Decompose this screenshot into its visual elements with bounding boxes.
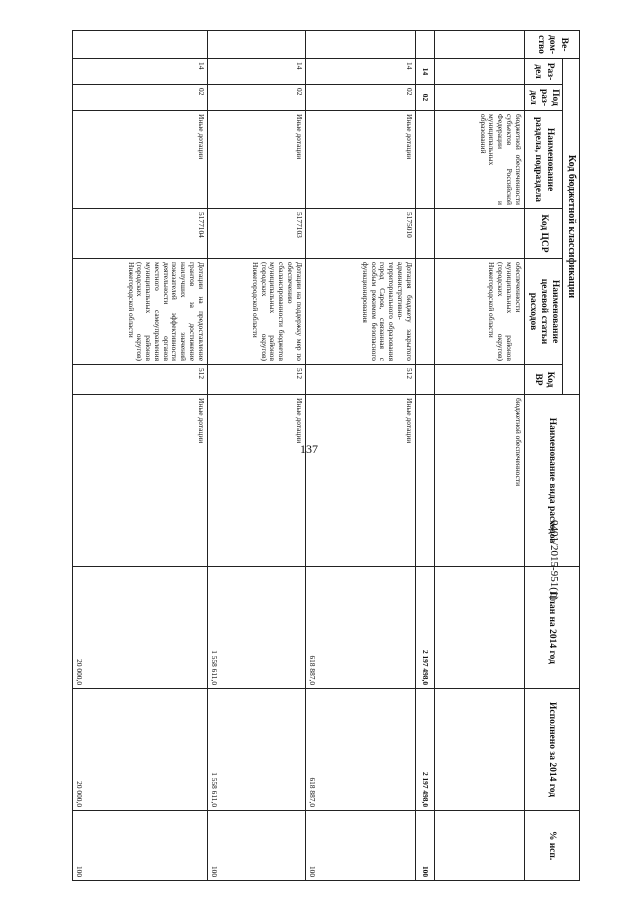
cell-podrazdel: 02 [207,85,305,111]
table-row [207,31,305,881]
table-header [524,31,579,881]
cell-kod-csr: 5177103 [207,209,305,259]
table-row [305,31,415,881]
header-kod-csr: Код ЦСР [524,209,563,259]
cell-ispolneno: 1 558 611,0 [207,689,305,811]
cell-percent: 100 [207,811,305,881]
cell-name-razdel: бюджетной обеспеченности субъектов Российской Федерации и муниципальных образований [434,111,524,209]
cell-percent: 100 [305,811,415,881]
header-razdel: Раз-дел [524,59,563,85]
cell-kod-csr: 5175010 [305,209,415,259]
cell-percent: 100 [415,811,434,881]
cell-vedomstvo [72,31,207,59]
cell-kod-csr [415,209,434,259]
cell-plan: 1 558 611,0 [207,567,305,689]
cell-name-razdel: Иные дотации [207,111,305,209]
cell-ispolneno: 618 887,0 [305,689,415,811]
cell-name-vr [415,395,434,567]
cell-kod-vr: 512 [72,365,207,395]
cell-percent: 100 [72,811,207,881]
header-name-razdel: Наименование раздела, подраздела [524,111,563,209]
budget-table-container [20,30,580,880]
budget-classification-table [72,30,580,881]
table-row [72,31,207,881]
header-vedomstvo: Ве-дом-ство [524,31,579,59]
cell-razdel: 14 [415,59,434,85]
cell-percent [434,811,524,881]
cell-name-razdel [415,111,434,209]
header-plan: План на 2014 год [524,567,579,689]
cell-name-csr: обеспеченности муниципальных районов (городских округов) Нижегородской области [434,259,524,365]
header-budget-classification: Код бюджетной классификации [563,59,580,395]
document-code: 0401/2015-951(1) [548,520,560,601]
cell-plan [434,567,524,689]
header-ispolneno: Исполнено за 2014 год [524,689,579,811]
cell-vedomstvo [415,31,434,59]
table-row [434,31,524,881]
cell-name-csr: Дотации на предоставление грантов за достижение наилучших значений показателей эффективности деятельности органов местного самоуправления муниципальных районов (городских округов) Нижегородской области [72,259,207,365]
cell-ispolneno: 2 197 498,0 [415,689,434,811]
header-kod-vr: Код ВР [524,365,563,395]
cell-razdel [434,59,524,85]
cell-name-csr: Дотация бюджету закрытого административно-территориального образования город Саров, связанная с особым режимом безопасного функционирования [305,259,415,365]
cell-name-csr: Дотации на поддержку мер по обеспечению сбалансированности бюджетов муниципальных районов (городских округов) Нижегородской области [207,259,305,365]
cell-podrazdel: 02 [305,85,415,111]
cell-name-vr: бюджетной обеспеченности [434,395,524,567]
cell-name-vr: Иные дотации [305,395,415,567]
cell-podrazdel [434,85,524,111]
cell-name-razdel: Иные дотации [305,111,415,209]
header-name-csr: Наименование целевой статьи расходов [524,259,563,365]
cell-name-csr [415,259,434,365]
header-percent: % исп. [524,811,579,881]
cell-kod-vr: 512 [305,365,415,395]
cell-vedomstvo [305,31,415,59]
cell-plan: 20 000,0 [72,567,207,689]
cell-kod-vr: 512 [207,365,305,395]
cell-podrazdel: 02 [72,85,207,111]
cell-podrazdel: 02 [415,85,434,111]
cell-razdel: 14 [207,59,305,85]
cell-razdel: 14 [72,59,207,85]
cell-ispolneno: 20 000,0 [72,689,207,811]
cell-plan: 618 887,0 [305,567,415,689]
cell-kod-csr: 5177104 [72,209,207,259]
table-row-subtotal [415,31,434,881]
cell-name-razdel: Иные дотации [72,111,207,209]
cell-kod-vr [415,365,434,395]
cell-vedomstvo [434,31,524,59]
cell-name-vr: Иные дотации [72,395,207,567]
table-body [72,31,524,881]
page-number: 137 [300,442,318,456]
cell-ispolneno [434,689,524,811]
cell-razdel: 14 [305,59,415,85]
header-name-vr: Наименование вида расходов [524,395,579,567]
cell-kod-csr [434,209,524,259]
cell-name-vr: Иные дотации [207,395,305,567]
cell-plan: 2 197 498,0 [415,567,434,689]
cell-kod-vr [434,365,524,395]
cell-vedomstvo [207,31,305,59]
header-podrazdel: Под раз-дел [524,85,563,111]
